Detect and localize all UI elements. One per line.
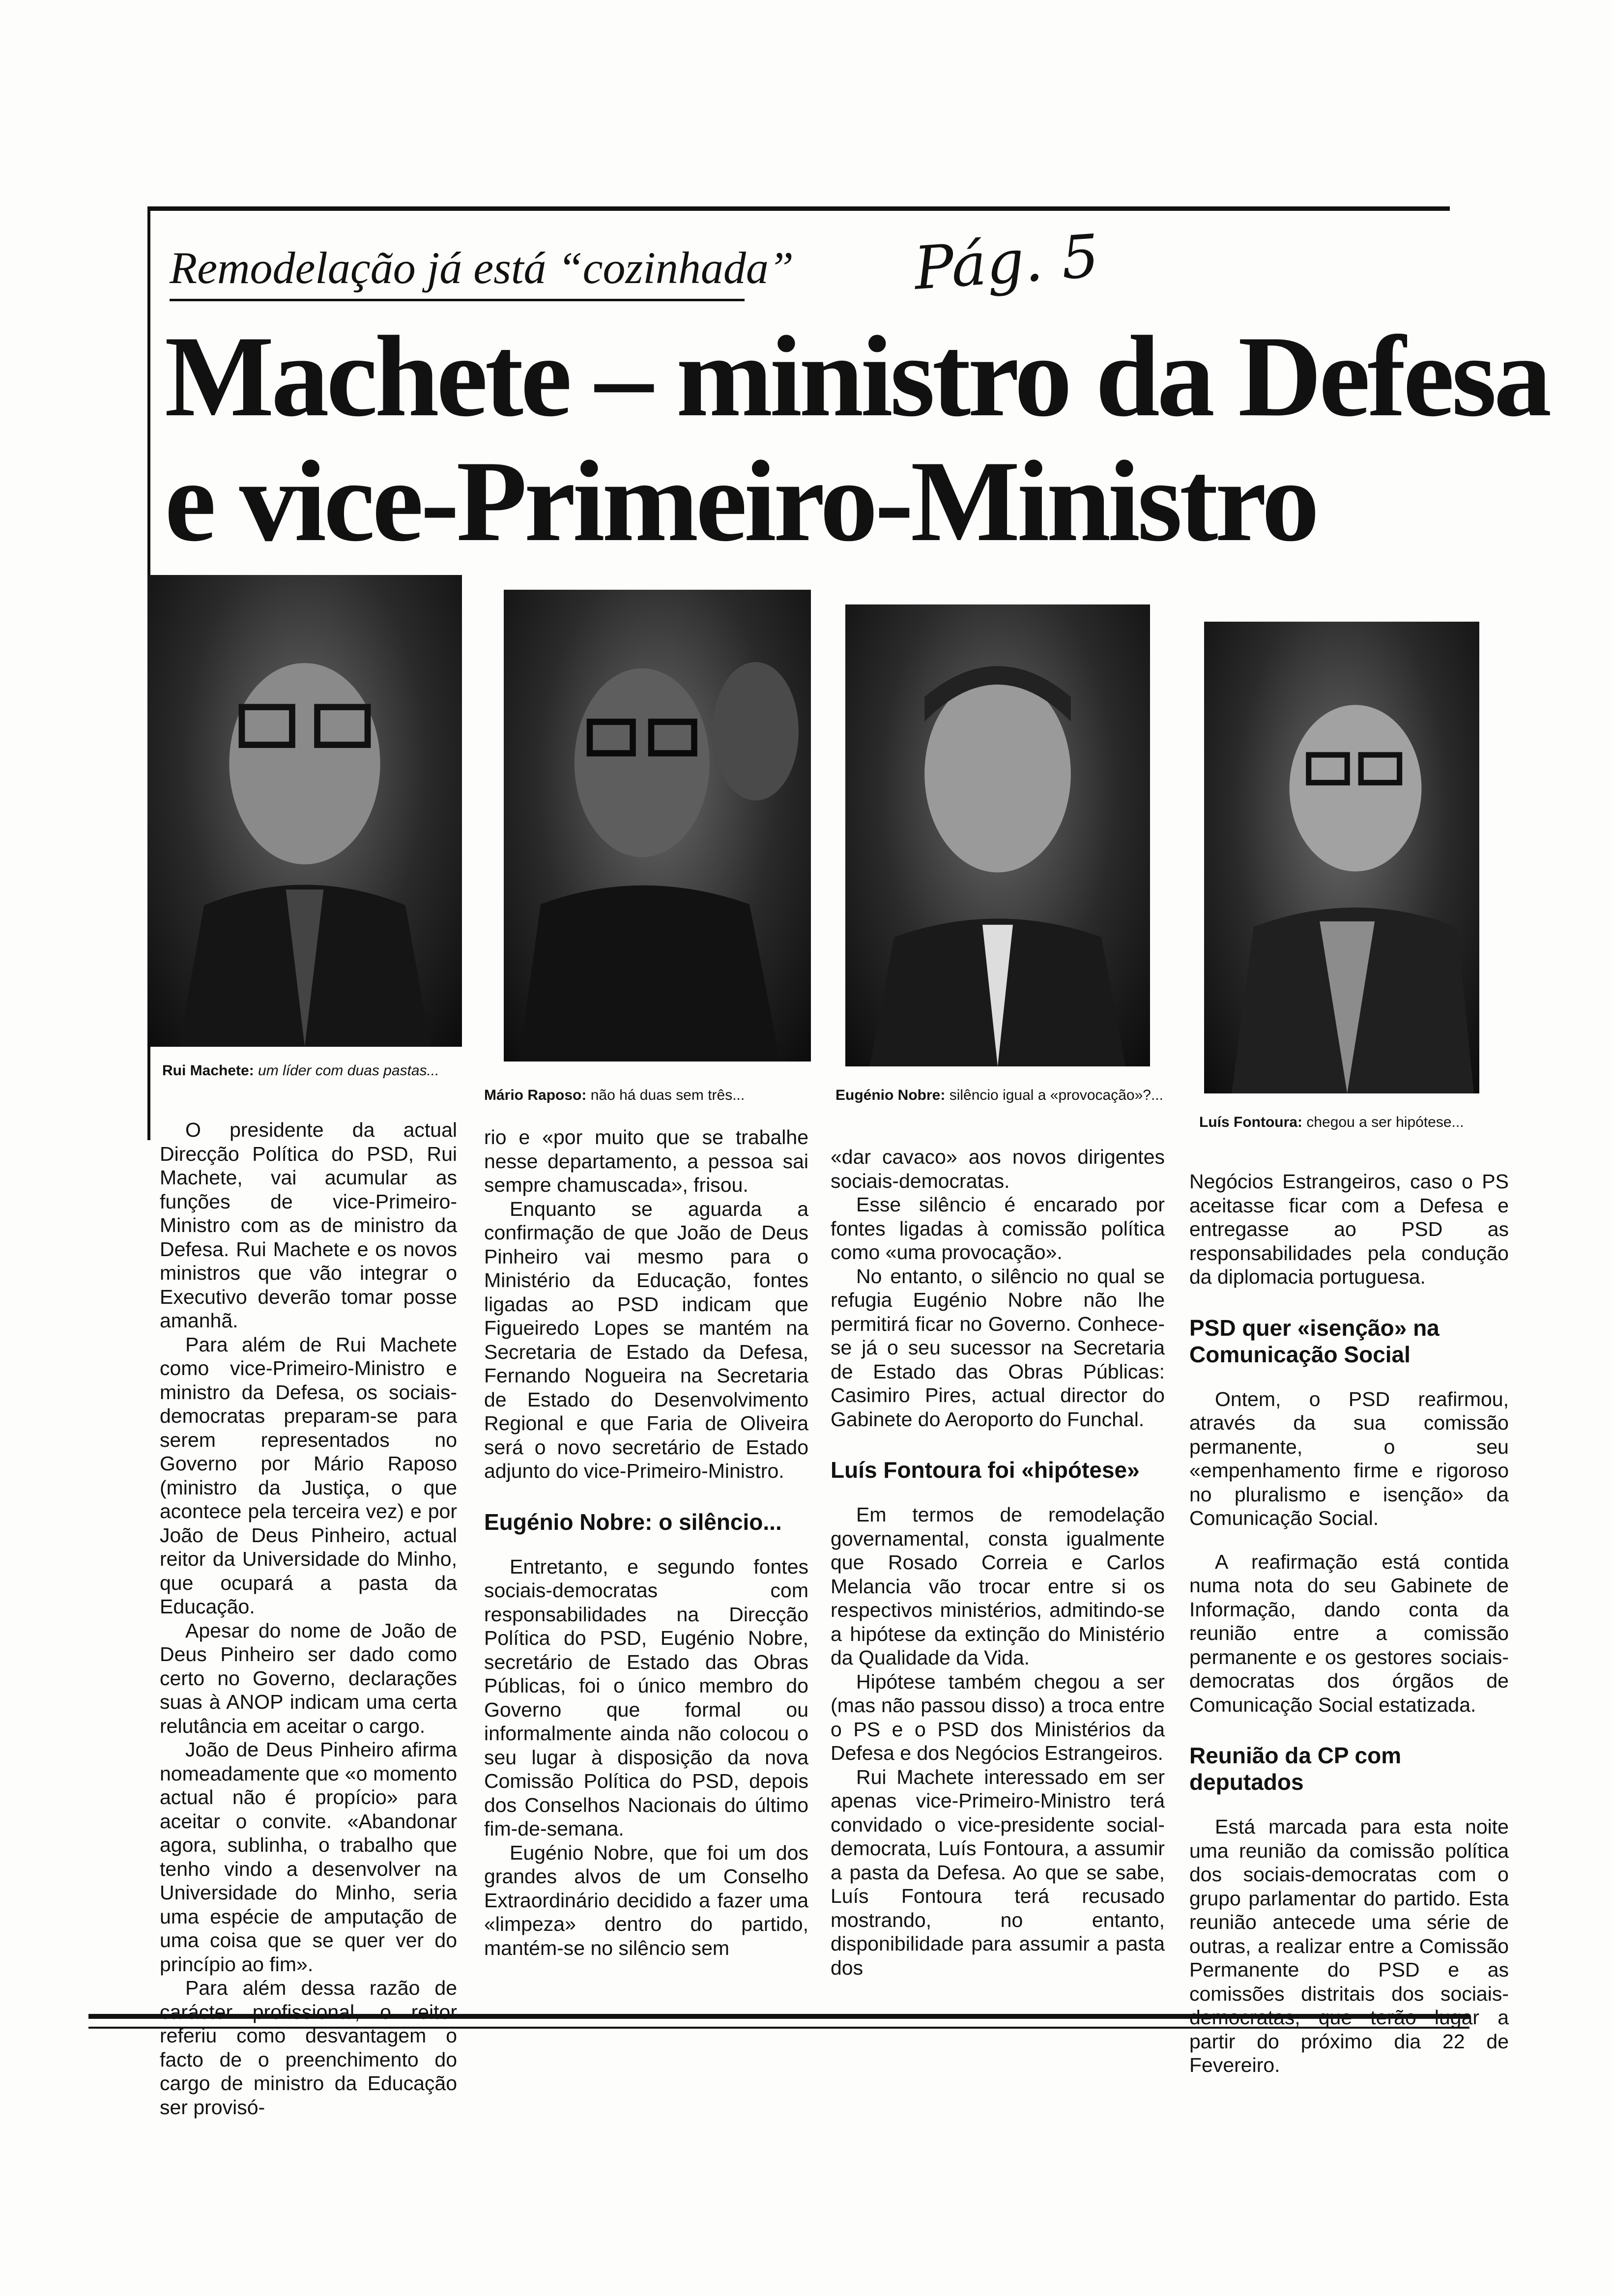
article-column-3	[831, 1145, 1165, 1980]
caption-mario-raposo	[484, 1086, 808, 1105]
caption-name: Luís Fontoura:	[1199, 1114, 1302, 1130]
paragraph: O presidente da actual Direcção Política do PSD, Rui Machete, vai acumular as funções de vice-Primeiro-Ministro com as de ministro da Defesa. Rui Machete e os novos ministros que vão integrar o Executivo deverão tomar posse amanhã.	[160, 1119, 457, 1332]
subheading-luis-fontoura: Luís Fontoura foi «hipótese»	[831, 1457, 1140, 1483]
paragraph: Rui Machete interessado em ser apenas vice-Primeiro-Ministro terá convidado o vice-presidente social-democrata, Luís Fontoura, a assumir a pasta da Defesa. Ao que se sabe, Luís Fontoura terá recusado mostrando, no entanto, disponibilidade para assumir a pasta dos	[831, 1765, 1165, 1979]
paragraph: «dar cavaco» aos novos dirigentes sociais-democratas.	[831, 1146, 1165, 1192]
caption-text: um líder com duas pastas...	[258, 1062, 439, 1079]
photo-eugenio-nobre	[845, 604, 1150, 1066]
subheading-reuniao-cp: Reunião da CP com deputados	[1189, 1743, 1402, 1795]
handwritten-page-note: Pág. 5	[912, 222, 1101, 303]
paragraph: A reafirmação está contida numa nota do seu Gabinete de Informação, dando conta da reunião entre a comissão permanente e os gestores sociais-democratas dos órgãos de Comunicação Social estatizada.	[1189, 1550, 1509, 1716]
paragraph: Para além dessa razão de carácter profissional, o reitor referiu como desvantagem o facto de o preenchimento do cargo de ministro da Educação ser provisó-	[160, 1977, 457, 2119]
article-column-2	[484, 1125, 808, 1960]
caption-name: Rui Machete:	[162, 1062, 254, 1079]
article-column-1	[160, 1118, 457, 2119]
paragraph: Entretanto, e segundo fontes sociais-democratas com responsabilidades na Direcção Política do PSD, Eugénio Nobre, secretário de Estado das Obras Públicas, foi o único membro do Governo que formal ou informalmente ainda não colocou o seu lugar à disposição da nova Comissão Política do PSD, depois dos Conselhos Nacionais do último fim-de-semana.	[484, 1555, 808, 1840]
paragraph: Está marcada para esta noite uma reunião da comissão política dos sociais-democratas com o grupo parlamentar do partido. Esta reunião antecede uma série de outras, a realizar entre a Comissão Permanente do PSD e as comissões distritais dos sociais-democratas, que terão lugar a partir do próximo dia 22 de Fevereiro.	[1189, 1815, 1509, 2076]
paragraph: Esse silêncio é encarado por fontes ligadas à comissão política como «uma provocação».	[831, 1193, 1165, 1263]
top-rule	[147, 206, 1450, 211]
caption-text: chegou a ser hipótese...	[1306, 1114, 1464, 1130]
caption-name: Mário Raposo:	[484, 1087, 587, 1103]
headline-line-1: Machete – ministro da Defesa	[165, 313, 1549, 441]
paragraph: Ontem, o PSD reafirmou, através da sua comissão permanente, o seu «empenhamento firme e rigoroso no pluralismo e isenção» da Comunicação Social.	[1189, 1387, 1509, 1529]
paragraph: Em termos de remodelação governamental, consta igualmente que Rosado Correia e Carlos Melancia vão trocar entre si os respectivos ministérios, admitindo-se a hipótese da extinção do Ministério da Qualidade da Vida.	[831, 1503, 1165, 1669]
caption-text: silêncio igual a «provocação»?...	[949, 1087, 1163, 1103]
caption-eugenio-nobre	[835, 1086, 1170, 1105]
paragraph: No entanto, o silêncio no qual se refugia Eugénio Nobre não lhe permitirá ficar no Governo. Conhece-se já o seu sucessor na Secretaria de Estado das Obras Públicas: Casimiro Pires, actual director do Gabinete do Aeroporto do Funchal.	[831, 1264, 1165, 1431]
paragraph: João de Deus Pinheiro afirma nomeadamente que «o momento actual não é propício» para aceitar o convite. «Abandonar agora, sublinha, o trabalho que tenho vindo a desenvolver na Universidade do Minho, seria uma espécie de amputação de uma coisa que se quer ver do princípio ao fim».	[160, 1738, 457, 1976]
kicker: Remodelação já está “cozinhada”	[170, 243, 794, 293]
caption-luis-fontoura	[1199, 1113, 1504, 1132]
paragraph: rio e «por muito que se trabalhe nesse departamento, a pessoa sai sempre chamuscada», frisou.	[484, 1126, 808, 1196]
caption-name: Eugénio Nobre:	[835, 1087, 946, 1103]
paragraph: Enquanto se aguarda a confirmação de que João de Deus Pinheiro vai mesmo para o Ministério da Educação, fontes ligadas ao PSD indicam que Figueiredo Lopes se mantém na Secretaria de Estado da Defesa, Fernando Nogueira na Secretaria de Estado do Desenvolvimento Regional e que Faria de Oliveira será o novo secretário de Estado adjunto do vice-Primeiro-Ministro.	[484, 1197, 808, 1482]
headline	[165, 313, 1549, 566]
caption-text: não há duas sem três...	[590, 1087, 745, 1103]
photo-rui-machete	[147, 575, 462, 1047]
subheading-isencao: PSD quer «isenção» na Comunicação Social	[1189, 1315, 1439, 1367]
paragraph: Hipótese também chegou a ser (mas não passou disso) a troca entre o PS e o PSD dos Ministérios da Defesa e dos Negócios Estrangeiros.	[831, 1670, 1165, 1764]
paragraph: Eugénio Nobre, que foi um dos grandes alvos de um Conselho Extraordinário decidido a fazer uma «limpeza» dentro do partido, mantém-se no silêncio sem	[484, 1841, 808, 1959]
paragraph: Apesar do nome de João de Deus Pinheiro ser dado como certo no Governo, declarações suas à ANOP indicam uma certa relutância em aceitar o cargo.	[160, 1619, 457, 1737]
paragraph: Negócios Estrangeiros, caso o PS aceitasse ficar com a Defesa e entregasse ao PSD as responsabilidades pela condução da diplomacia portuguesa.	[1189, 1170, 1509, 1288]
kicker-underline	[170, 299, 745, 301]
paragraph: Para além de Rui Machete como vice-Primeiro-Ministro e ministro da Defesa, os sociais-democratas preparam-se para serem representados no Governo por Mário Raposo (ministro da Justiça, o que acontece pela terceira vez) e por João de Deus Pinheiro, actual reitor da Universidade do Minho, que ocupará a pasta da Educação.	[160, 1333, 457, 1618]
caption-rui-machete	[162, 1062, 462, 1080]
article-column-4	[1189, 1170, 1509, 2077]
photo-mario-raposo	[504, 590, 811, 1062]
headline-line-2: e vice-Primeiro-Ministro	[165, 437, 1317, 566]
photo-luis-fontoura	[1204, 622, 1479, 1093]
subheading-eugenio-nobre: Eugénio Nobre: o silêncio...	[484, 1509, 782, 1535]
